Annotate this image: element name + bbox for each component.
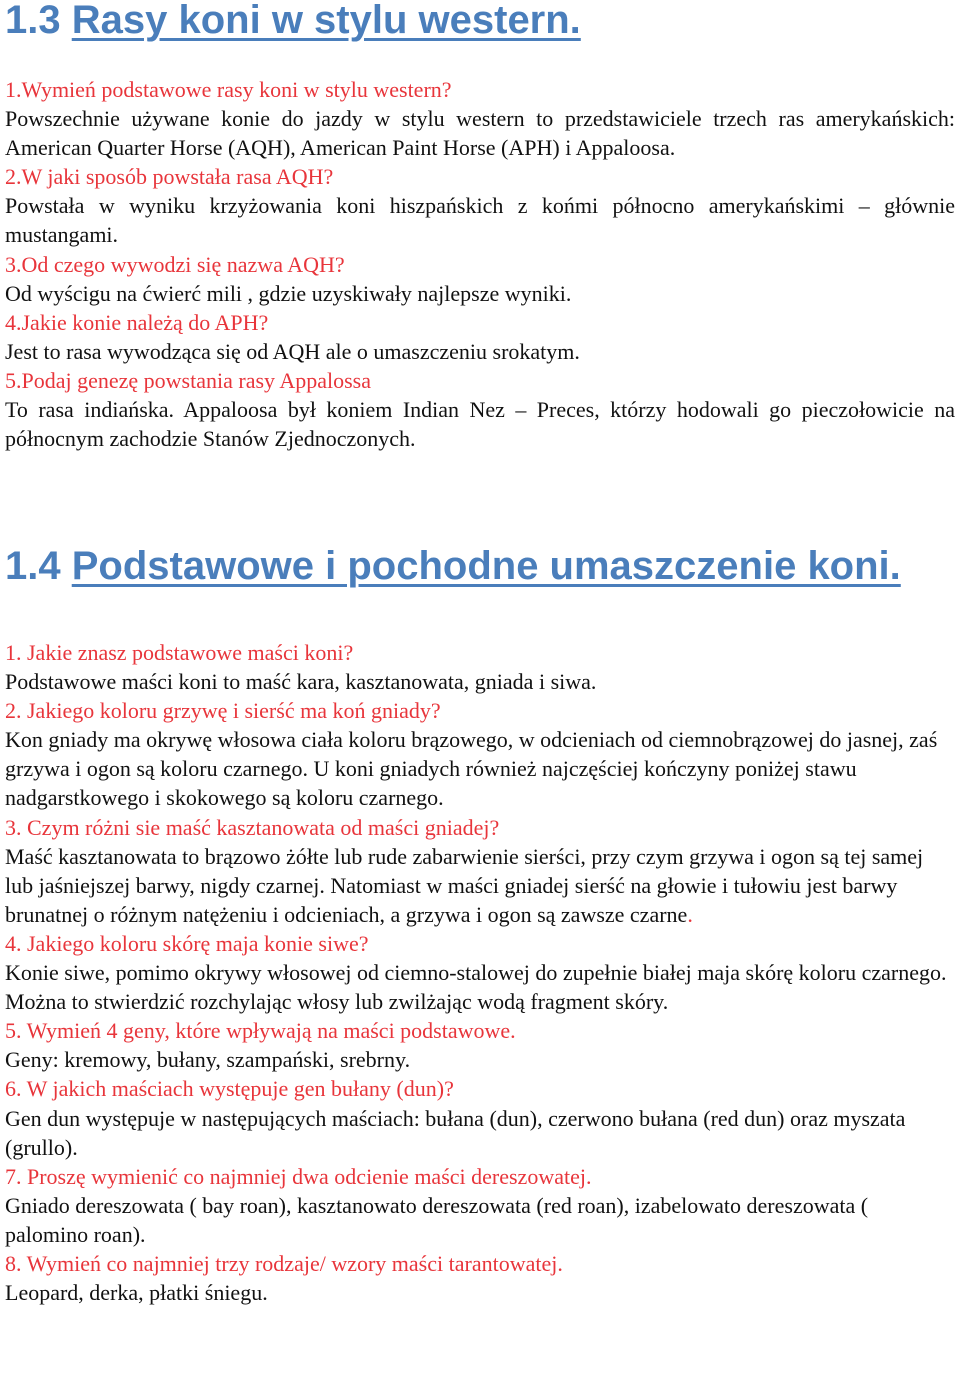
question: 3.Od czego wywodzi się nazwa AQH? bbox=[5, 251, 345, 277]
answer: To rasa indiańska. Appaloosa był koniem Indian Nez – Preces, którzy hodowali go pieczołowicie na północnym zachodzie Stanów Zjednoczonych. bbox=[5, 397, 955, 452]
answer: Powstała w wyniku krzyżowania koni hiszpańskich z końmi północno amerykańskimi – głównie mustangami. bbox=[5, 193, 955, 248]
section-1-4-body bbox=[5, 638, 955, 1307]
answer-text: Maść kasztanowata to brązowo żółte lub rude zabarwienie sierści, przy czym grzywa i ogon są tej samej lub jaśniejszej barwy, nigdy czarnej. Natomiast w maści gniadej sierść na głowie i tułowiu jest barwy brunatnej o różnym natężeniu i odcieniach, a grzywa i ogon są zawsze czarne bbox=[5, 843, 924, 927]
question: 3. Czym różni sie maść kasztanowata od maści gniadej? bbox=[5, 814, 500, 840]
answer: Gen dun występuje w następujących maściach: bułana (dun), czerwono bułana (red dun) oraz myszata (grullo). bbox=[5, 1105, 906, 1160]
question: 7. Proszę wymienić co najmniej dwa odcienie maści dereszowatej. bbox=[5, 1163, 592, 1189]
answer: Podstawowe maści koni to maść kara, kasztanowata, gniada i siwa. bbox=[5, 669, 597, 695]
question: 1.Wymień podstawowe rasy koni w stylu western? bbox=[5, 77, 452, 102]
answer: Leopard, derka, płatki śniegu. bbox=[5, 1280, 268, 1306]
answer: Gniado dereszowata ( bay roan), kasztanowato dereszowata (red roan), izabelowato dereszowata ( palomino roan). bbox=[5, 1192, 869, 1247]
section-heading-1-4 bbox=[5, 543, 901, 589]
answer: Powszechnie używane konie do jazdy w stylu western to przedstawiciele trzech ras amerykańskich: American Quarter Horse (AQH), American Paint Horse (APH) i Appaloosa. bbox=[5, 106, 955, 161]
section-number: 1.4 bbox=[5, 544, 61, 588]
question: 5. Wymień 4 geny, które wpływają na maści podstawowe. bbox=[5, 1018, 516, 1044]
question: 6. W jakich maściach występuje gen bułany (dun)? bbox=[5, 1076, 454, 1102]
question: 2.W jaki sposób powstała rasa AQH? bbox=[5, 164, 334, 190]
section-1-3-body bbox=[5, 75, 955, 453]
answer: Kon gniady ma okrywę włosowa ciała koloru brązowego, w odcieniach od ciemnobrązowej do jasnej, zaś grzywa i ogon są koloru czarnego. U koni gniadych również najczęściej kończyny poniżej stawu nadgarstkowego i skokowego są koloru czarnego. bbox=[5, 727, 938, 811]
section-heading-1-3 bbox=[5, 0, 581, 43]
answer: Od wyścigu na ćwierć mili , gdzie uzyskiwały najlepsze wyniki. bbox=[5, 280, 572, 306]
answer bbox=[5, 842, 955, 929]
answer: Jest to rasa wywodząca się od AQH ale o umaszczeniu srokatym. bbox=[5, 338, 580, 364]
answer-tail: . bbox=[687, 901, 693, 927]
section-title: Podstawowe i pochodne umaszczenie koni. bbox=[71, 544, 901, 588]
section-title: Rasy koni w stylu western. bbox=[71, 0, 581, 42]
question: 1. Jakie znasz podstawowe maści koni? bbox=[5, 640, 354, 665]
question: 2. Jakiego koloru grzywę i sierść ma koń gniady? bbox=[5, 698, 441, 724]
question: 4. Jakiego koloru skórę maja konie siwe? bbox=[5, 930, 369, 956]
answer: Konie siwe, pomimo okrywy włosowej od ciemno-stalowej do zupełnie białej maja skórę koloru czarnego. Można to stwierdzić rozchylając włosy lub zwilżając wodą fragment skóry. bbox=[5, 960, 947, 1015]
question: 4.Jakie konie należą do APH? bbox=[5, 309, 269, 335]
question: 8. Wymień co najmniej trzy rodzaje/ wzory maści tarantowatej. bbox=[5, 1250, 563, 1276]
question: 5.Podaj genezę powstania rasy Appalossa bbox=[5, 367, 371, 393]
section-number: 1.3 bbox=[5, 0, 61, 42]
answer: Geny: kremowy, bułany, szampański, srebrny. bbox=[5, 1047, 411, 1073]
